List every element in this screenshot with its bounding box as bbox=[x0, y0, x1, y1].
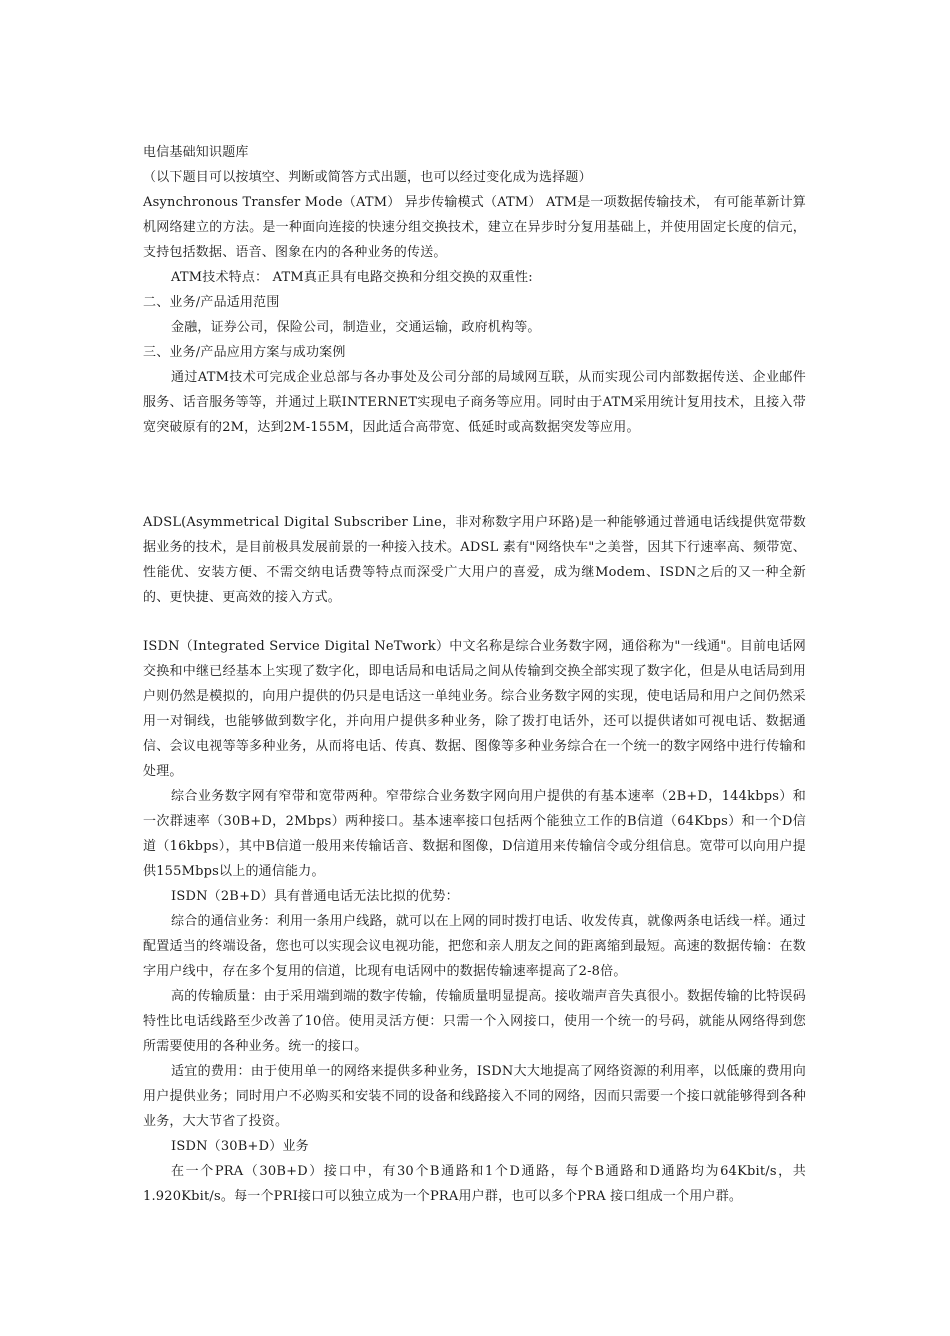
cases-heading: 三、业务/产品应用方案与成功案例 bbox=[143, 345, 346, 360]
isdn-advantages-heading: ISDN（2B+D）具有普通电话无法比拟的优势： bbox=[171, 889, 459, 904]
scope-paragraph: 金融，证券公司，保险公司，制造业，交通运输，政府机构等。 bbox=[171, 320, 541, 335]
atm-section bbox=[143, 140, 806, 440]
isdn-advantage-paragraph: 高的传输质量：由于采用端到端的数字传输，传输质量明显提高。接收端声音失真很小。数据传输的比特误码特性比电话线路至少改善了10倍。使用灵活方便：只需一个入网接口，使用一个统一的号码，就能从网络得到您所需要使用的各种业务。统一的接口。 bbox=[143, 989, 806, 1054]
isdn-types-paragraph: 综合业务数字网有窄带和宽带两种。窄带综合业务数字网向用户提供的有基本速率（2B+D，144kbps）和一次群速率（30B+D，2Mbps）两种接口。基本速率接口包括两个能独立工作的B信道（64Kbps）和一个D信道（16kbps），其中B信道一般用来传输话音、数据和图像，D信道用来传输信令或分组信息。宽带可以向用户提供155Mbps以上的通信能力。 bbox=[143, 789, 806, 879]
cases-paragraph: 通过ATM技术可完成企业总部与各办事处及公司分部的局域网互联，从而实现公司内部数据传送、企业邮件服务、话音服务等等，并通过上联INTERNET实现电子商务等应用。同时由于ATM采用统计复用技术，且接入带宽突破原有的2M，达到2M-155M，因此适合高带宽、低延时或高数据突发等应用。 bbox=[143, 370, 806, 435]
isdn-section bbox=[143, 634, 806, 1209]
document-subtitle: （以下题目可以按填空、判断或简答方式出题，也可以经过变化成为选择题） bbox=[143, 170, 592, 185]
isdn-pra-paragraph: 在一个PRA（30B+D）接口中，有30个B通路和1个D通路，每个B通路和D通路均为64Kbit/s，共1.920Kbit/s。每一个PRI接口可以独立成为一个PRA用户群，也可以多个PRA 接口组成一个用户群。 bbox=[143, 1164, 806, 1204]
isdn-advantage-paragraph: 综合的通信业务：利用一条用户线路，就可以在上网的同时拨打电话、收发传真，就像两条电话线一样。通过配置适当的终端设备，您也可以实现会议电视功能，把您和亲人朋友之间的距离缩到最短。高速的数据传输：在数字用户线中，存在多个复用的信道，比现有电话网中的数据传输速率提高了2-8倍。 bbox=[143, 914, 806, 979]
atm-intro-paragraph: Asynchronous Transfer Mode（ATM） 异步传输模式（ATM） ATM是一项数据传输技术， 有可能革新计算机网络建立的方法。是一种面向连接的快速分组交换技术，建立在异步时分复用基础上，并使用固定长度的信元，支持包括数据、语音、图象在内的各种业务的传送。 bbox=[143, 195, 806, 260]
atm-features-line: ATM技术特点： ATM真正具有电路交换和分组交换的双重性: bbox=[171, 270, 533, 285]
adsl-section bbox=[143, 510, 806, 610]
scope-heading: 二、业务/产品适用范围 bbox=[143, 295, 280, 310]
isdn-advantage-paragraph: 适宜的费用：由于使用单一的网络来提供多种业务，ISDN大大地提高了网络资源的利用率，以低廉的费用向用户提供业务；同时用户不必购买和安装不同的设备和线路接入不同的网络，因而只需要一个接口就能够得到各种业务，大大节省了投资。 bbox=[143, 1064, 806, 1129]
document-title: 电信基础知识题库 bbox=[143, 145, 249, 160]
isdn-intro-paragraph: ISDN（Integrated Service Digital NeTwork）中文名称是综合业务数字网，通俗称为"一线通"。目前电话网交换和中继已经基本上实现了数字化，即电话局和电话局之间从传输到交换全部实现了数字化，但是从电话局到用户则仍然是模拟的，向用户提供的仍只是电话这一单纯业务。综合业务数字网的实现，使电话局和用户之间仍然采用一对铜线，也能够做到数字化，并向用户提供多种业务，除了拨打电话外，还可以提供诸如可视电话、数据通信、会议电视等等多种业务，从而将电话、传真、数据、图像等多种业务综合在一个统一的数字网络中进行传输和处理。 bbox=[143, 639, 806, 779]
adsl-paragraph: ADSL(Asymmetrical Digital Subscriber Line，非对称数字用户环路)是一种能够通过普通电话线提供宽带数据业务的技术，是目前极具发展前景的一种接入技术。ADSL 素有"网络快车"之美誉，因其下行速率高、频带宽、性能优、安装方便、不需交纳电话费等特点而深受广大用户的喜爱，成为继Modem、ISDN之后的又一种全新的、更快捷、更高效的接入方式。 bbox=[143, 515, 806, 605]
isdn-pra-heading: ISDN（30B+D）业务 bbox=[171, 1139, 309, 1154]
